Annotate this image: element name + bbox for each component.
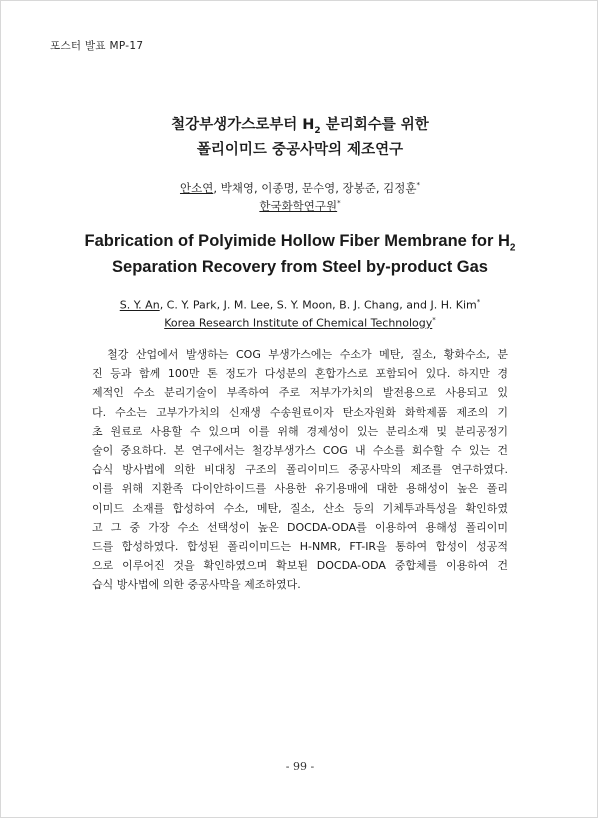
english-affiliation [0,311,600,333]
abstract-line: 이미드 소재를 합성하여 수소, 메탄, 질소, 산소 등의 기체투과특성을 확인하였 [92,501,508,515]
korean-other-authors: , 박채영, 이종명, 문수영, 장봉준, 김정훈 [213,180,417,195]
korean-title-line-1-pre: 철강부생가스로부터 H [171,117,315,133]
abstract-line: 습식 방사법에 의한 비대칭 구조의 폴리이미드 중공사막의 제조를 연구하였다. [92,463,508,477]
english-other-authors: , C. Y. Park, J. M. Lee, S. Y. Moon, B. J. Chang, and J. H. Kim [159,298,477,312]
english-title-line-1-text: Fabrication of Polyimide Hollow Fiber Membrane for H [84,232,510,250]
page-number: - 99 - [285,760,315,773]
english-first-author: S. Y. An [119,298,160,312]
abstract-line: 진 등과 함께 100만 톤 정도가 다성분의 혼합가스로 포함되어 있다. 하지만 경 [92,367,508,381]
english-affiliation-mark: * [432,316,436,324]
english-title-subscript: 2 [509,242,516,254]
korean-affiliation-mark: * [337,199,341,207]
abstract-line: 이를 위해 지환족 다이안하이드를 사용한 유기용매에 대한 용해성이 높은 폴리 [92,482,508,496]
english-title-line-2: Separation Recovery from Steel by-product Gas [112,258,488,276]
abstract-line: 초 원료로 사용할 수 있으며 이를 위해 경제성이 있는 분리소재 및 분리공정기 [92,424,508,438]
abstract-line: 제적인 수소 분리기술이 부족하여 주로 저부가가치의 발전용으로 사용되고 있 [92,386,508,400]
english-corresponding-mark: * [476,298,481,306]
korean-affiliation-name: 한국화학연구원 [259,198,338,213]
korean-title-line-2: 폴리이미드 중공사막의 제조연구 [196,142,404,158]
english-affiliation-name: Korea Research Institute of Chemical Technology [164,316,433,330]
abstract-line: 다. 수소는 고부가가치의 신재생 수송원료이자 탄소자원화 화학제품 제조의 기 [92,405,508,419]
abstract-body [92,345,508,595]
abstract-line: 드를 합성하였다. 합성된 폴리이미드는 H-NMR, FT-IR을 통하여 합성이 성공적 [92,540,508,554]
korean-title-line-1-post: 분리회수를 위한 [320,117,429,133]
abstract-line: 고 그 중 가장 수소 선택성이 높은 DOCDA-ODA를 이용하여 용해성 폴리이미 [92,520,508,534]
korean-corresponding-mark: * [416,181,421,189]
session-label: 포스터 발표 MP-17 [50,40,144,52]
korean-first-author: 안소연 [179,180,214,195]
abstract-line: 술이 중요하다. 본 연구에서는 철강부생가스 COG 내 수소를 회수할 수 있는 건 [92,444,508,458]
abstract-line: 철강 산업에서 발생하는 COG 부생가스에는 수소가 메탄, 질소, 황화수소, 분 [92,348,508,361]
korean-title-subscript: 2 [314,125,321,136]
abstract-line: 습식 방사법에 의한 중공사막을 제조하였다. [92,578,301,592]
korean-affiliation [0,194,600,215]
abstract-line: 으로 이루어진 것을 확인하였으며 확보된 DOCDA-ODA 중합체를 이용하여 건 [92,559,508,573]
